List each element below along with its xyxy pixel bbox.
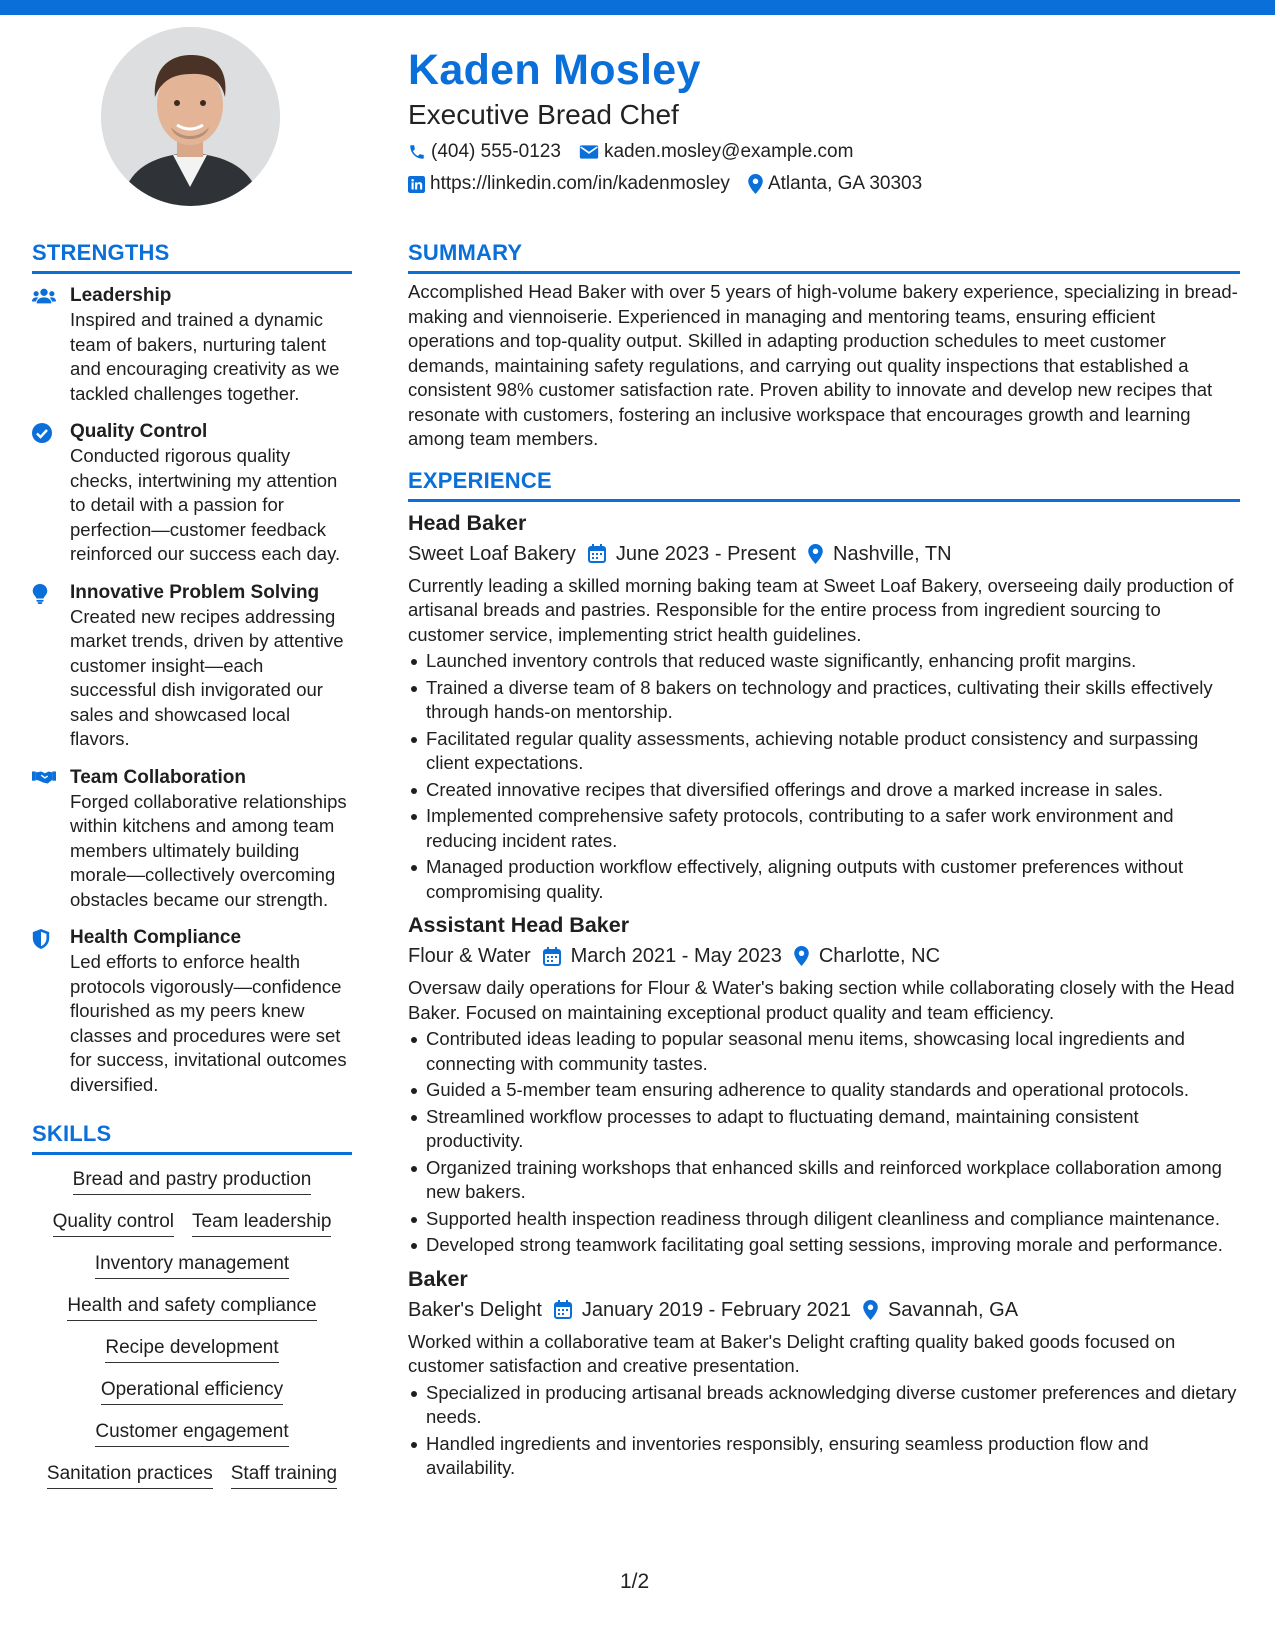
right-column	[408, 238, 1240, 1481]
bullet-item: Trained a diverse team of 8 bakers on technology and practices, cultivating their skills effectively through hands-on mentorship.	[408, 676, 1240, 725]
handshake-icon	[32, 769, 56, 785]
bullet-item: Streamlined workflow processes to adapt to fluctuating demand, maintaining consistent productivity.	[408, 1105, 1240, 1154]
strength-item	[32, 766, 352, 913]
location-text: Charlotte, NC	[818, 945, 941, 967]
job-description: Currently leading a skilled morning baking team at Sweet Loaf Bakery, overseeing daily production of artisanal breads and pastries. Responsible for the entire process from ingredient sourcing to customer service, implementing strict health guidelines.	[408, 574, 1234, 645]
skill-row	[32, 1335, 352, 1363]
bullet-item: Facilitated regular quality assessments, achieving notable product consistency and surpassing client expectations.	[408, 727, 1240, 776]
strength-desc: Created new recipes addressing market trends, driven by attentive customer insight—each successful dish invigorated our sales and showcased local flavors.	[70, 605, 344, 749]
bullet-item: Contributed ideas leading to popular seasonal menu items, showcasing local ingredients and connecting with community tastes.	[408, 1027, 1240, 1076]
job-dates	[543, 940, 782, 972]
bullet-item: Specialized in producing artisanal breads acknowledging diverse customer preferences and dietary needs.	[408, 1381, 1240, 1430]
shield-icon	[32, 929, 50, 949]
job-bullets	[408, 1027, 1240, 1258]
linkedin-contact[interactable]	[408, 173, 730, 195]
bullet-item: Launched inventory controls that reduced waste significantly, enhancing profit margins.	[408, 649, 1240, 674]
candidate-title: Executive Bread Chef	[408, 99, 679, 130]
skill-tag: Sanitation practices	[47, 1461, 213, 1489]
strength-title: Quality Control	[70, 421, 208, 442]
top-accent-bar	[0, 0, 1275, 15]
bullet-item: Created innovative recipes that diversified offerings and drove a marked increase in sales.	[408, 778, 1240, 803]
calendar-icon	[543, 947, 561, 966]
job-title: Head Baker	[408, 510, 527, 535]
dates-text: March 2021 - May 2023	[570, 945, 782, 967]
strengths-heading: STRENGTHS	[32, 238, 352, 274]
skill-tag: Inventory management	[95, 1251, 289, 1279]
location-text: Atlanta, GA 30303	[767, 173, 923, 194]
skill-tag: Staff training	[231, 1461, 337, 1489]
strength-item	[32, 420, 352, 567]
company-text: Flour & Water	[408, 945, 531, 967]
skill-row	[32, 1209, 352, 1237]
page-number: 1/2	[620, 1570, 650, 1593]
contact-row-1	[408, 136, 1238, 168]
skill-row	[32, 1419, 352, 1447]
strength-title: Innovative Problem Solving	[70, 581, 320, 603]
bullet-item: Supported health inspection readiness through diligent cleanliness and compliance maintenance.	[408, 1207, 1240, 1232]
job-company	[408, 940, 531, 972]
location-pin-icon	[808, 544, 823, 564]
email-text: kaden.mosley@example.com	[603, 141, 854, 162]
location-text: Savannah, GA	[887, 1298, 1019, 1321]
skill-tag: Operational efficiency	[101, 1377, 283, 1405]
skills-heading: SKILLS	[32, 1119, 352, 1155]
phone-contact[interactable]	[408, 141, 561, 163]
skill-row	[32, 1167, 352, 1195]
skill-row	[32, 1461, 352, 1489]
strength-item	[32, 284, 352, 406]
linkedin-icon	[408, 176, 425, 193]
calendar-icon	[588, 544, 606, 563]
phone-icon	[408, 143, 426, 161]
skill-tag: Customer engagement	[95, 1419, 288, 1447]
envelope-icon	[579, 144, 599, 160]
job-description: Oversaw daily operations for Flour & Water's baking section while collaborating closely with the Head Baker. Focused on maintaining exceptional product quality and team efficiency.	[408, 977, 1235, 1023]
skill-tag: Quality control	[53, 1209, 174, 1237]
skill-tag: Bread and pastry production	[73, 1167, 312, 1195]
strength-title: Health Compliance	[70, 927, 242, 948]
skill-tag: Recipe development	[105, 1335, 278, 1363]
location-pin-icon	[794, 946, 809, 966]
summary-heading: SUMMARY	[408, 238, 1240, 274]
skill-row	[32, 1251, 352, 1279]
bullet-item: Managed production workflow effectively, aligning outputs with customer preferences without compromising quality.	[408, 855, 1240, 904]
skills-list	[32, 1167, 352, 1489]
job-entry	[408, 1264, 1240, 1481]
skill-tag: Team leadership	[192, 1209, 331, 1237]
job-title: Baker	[408, 1266, 468, 1291]
strength-desc: Forged collaborative relationships within kitchens and among team members ultimately building morale—collectively overcoming obstacles became our strength.	[70, 790, 347, 910]
strength-desc: Led efforts to enforce health protocols vigorously—confidence flourished as my peers knew classes and procedures were set for success, invitational outcomes diversified.	[70, 951, 347, 1095]
job-company	[408, 1294, 542, 1326]
strengths-list	[32, 284, 352, 1097]
location-pin-icon	[748, 174, 763, 194]
phone-text: (404) 555-0123	[431, 141, 561, 162]
job-description: Worked within a collaborative team at Baker's Delight crafting quality baked goods focused on customer satisfaction and creative presentation.	[408, 1330, 1176, 1376]
profile-photo	[101, 27, 280, 206]
experience-heading: EXPERIENCE	[408, 466, 1240, 502]
job-bullets	[408, 1381, 1240, 1481]
job-entry	[408, 508, 1240, 905]
location-text: Nashville, TN	[833, 542, 952, 565]
job-meta	[408, 940, 1240, 972]
job-entry	[408, 910, 1240, 1258]
summary-text: Accomplished Head Baker with over 5 years of high-volume bakery experience, specializing in bread-making and viennoiserie. Experienced in managing and mentoring teams, ensuring efficient operations and top-quality output. Skilled in adapting production schedules to meet customer demands, maintaining safety regulations, and carrying out quality inspections that established a consistent 98% customer satisfaction rate. Proven ability to innovate and develop new recipes that resonate with customers, fostering an inclusive workspace that encourages growth and learning among team members.	[408, 281, 1238, 449]
job-dates	[588, 538, 796, 570]
skill-row	[32, 1293, 352, 1321]
job-dates	[554, 1294, 851, 1326]
experience-list	[408, 508, 1240, 1481]
strength-desc: Conducted rigorous quality checks, intertwining my attention to detail with a passion for perfection—customer feedback reinforced our success each day.	[70, 445, 341, 564]
users-icon	[32, 287, 56, 305]
job-meta	[408, 1294, 1240, 1326]
email-contact[interactable]	[579, 141, 854, 163]
strength-desc: Inspired and trained a dynamic team of bakers, nurturing talent and encouraging creativity as we tackled challenges together.	[70, 309, 340, 404]
location-pin-icon	[863, 1300, 878, 1320]
company-text: Baker's Delight	[408, 1298, 542, 1321]
bullet-item: Developed strong teamwork facilitating goal setting sessions, improving morale and performance.	[408, 1233, 1240, 1258]
strength-item	[32, 926, 352, 1097]
bullet-item: Handled ingredients and inventories responsibly, ensuring seamless production flow and availability.	[408, 1432, 1240, 1481]
job-location	[863, 1294, 1018, 1326]
lightbulb-icon	[32, 584, 48, 604]
job-meta	[408, 538, 1240, 570]
skill-row	[32, 1377, 352, 1405]
job-location	[808, 538, 952, 570]
dates-text: June 2023 - Present	[615, 542, 796, 565]
calendar-icon	[554, 1300, 572, 1319]
job-bullets	[408, 649, 1240, 904]
job-title: Assistant Head Baker	[408, 913, 630, 937]
job-company	[408, 538, 576, 570]
company-text: Sweet Loaf Bakery	[408, 542, 576, 565]
bullet-item: Organized training workshops that enhanced skills and reinforced workplace collaboration among new bakers.	[408, 1156, 1240, 1205]
left-column	[32, 238, 352, 1503]
check-circle-icon	[32, 423, 52, 443]
job-location	[794, 940, 940, 972]
bullet-item: Guided a 5-member team ensuring adherence to quality standards and operational protocols.	[408, 1078, 1240, 1103]
strength-title: Team Collaboration	[70, 766, 246, 788]
bullet-item: Implemented comprehensive safety protocols, contributing to a safer work environment and reducing incident rates.	[408, 804, 1240, 853]
strength-title: Leadership	[70, 285, 172, 306]
location-contact	[748, 173, 922, 195]
strength-item	[32, 581, 352, 752]
resume-header	[408, 42, 1238, 200]
candidate-name: Kaden Mosley	[408, 46, 701, 94]
contact-row-2	[408, 168, 1238, 200]
linkedin-text: https://linkedin.com/in/kadenmosley	[430, 173, 730, 194]
dates-text: January 2019 - February 2021	[581, 1298, 851, 1321]
skill-tag: Health and safety compliance	[67, 1293, 316, 1321]
